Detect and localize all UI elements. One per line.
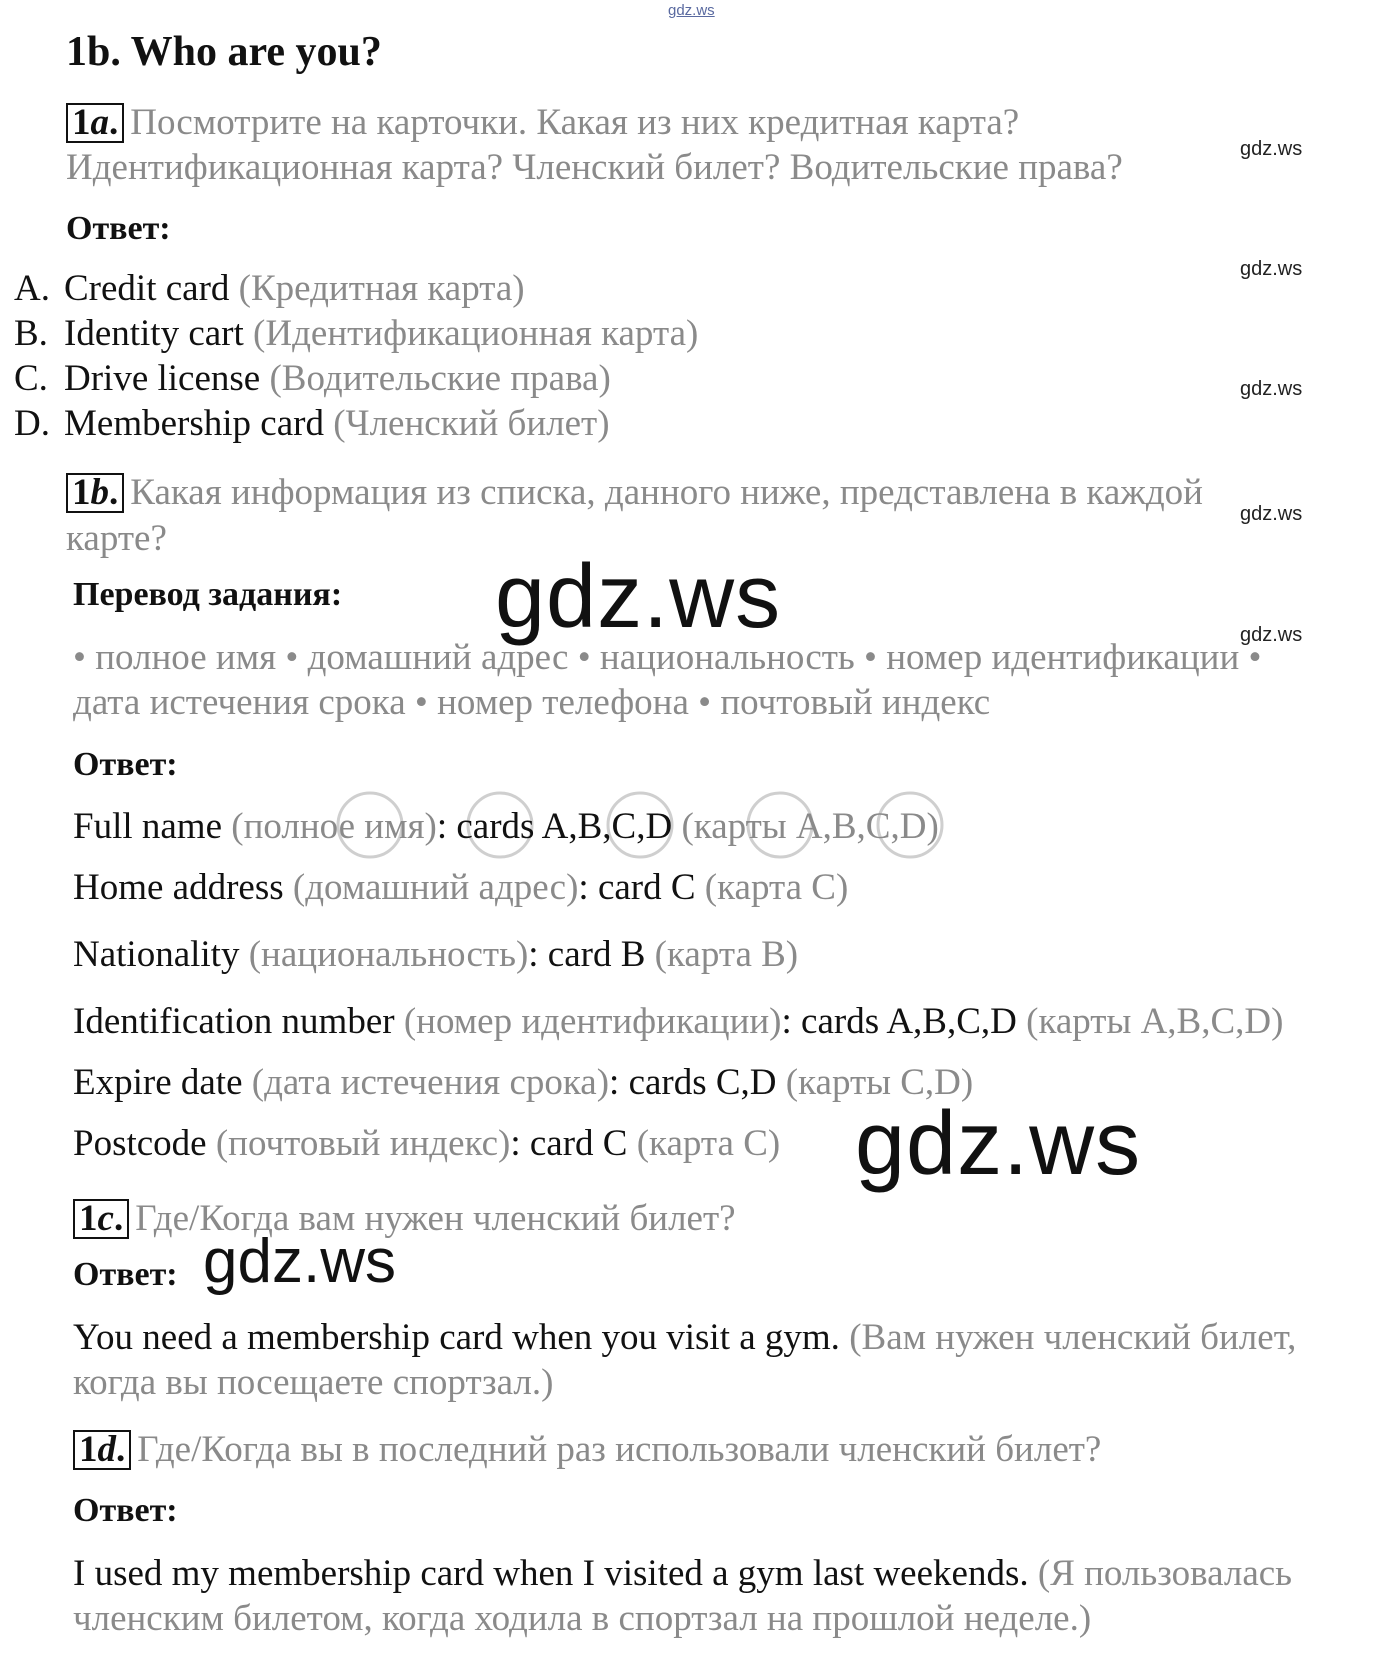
item-letter: B. (14, 313, 48, 354)
task-1b-row: Identification number (номер идентификации): cards A,B,C,D (карты A,B,C,D) (73, 1001, 1284, 1042)
task-1d-answer-line1 (73, 1551, 1292, 1597)
task-1b-translation-line1: • полное имя • домашний адрес • национальность • номер идентификации • (73, 637, 1262, 678)
task-1c-answer-label: Ответ: (73, 1256, 178, 1293)
task-1b-text1: Какая информация из списка, данного ниже, представлена в каждой (130, 472, 1203, 513)
item-letter: D. (14, 403, 50, 444)
item-en: Drive license (64, 358, 261, 399)
row-cards-ru: (карты C,D) (785, 1062, 974, 1103)
row-cards-ru: (карта B) (654, 934, 799, 975)
row-cards: cards A,B,C,D (801, 1001, 1017, 1042)
task-1b-badge: 1b. (66, 473, 124, 513)
answer-ru: (Я пользовалась (1037, 1553, 1293, 1594)
row-cards-ru: (карты A,B,C,D) (1026, 1001, 1284, 1042)
task-1b-row: Nationality (национальность): card B (карта B) (73, 934, 799, 975)
watermark-small: gdz.ws (1240, 624, 1303, 646)
row-en: Full name (73, 806, 223, 847)
row-ru: (почтовый индекс) (215, 1123, 511, 1164)
task-1a-item-d (14, 401, 610, 447)
row-ru: (дата истечения срока) (251, 1062, 610, 1103)
task-1a-text2: Идентификационная карта? Членский билет? Водительские права? (66, 147, 1123, 188)
task-1a-line1 (66, 100, 1019, 145)
answer-ru: (Вам нужен членский билет, (849, 1317, 1297, 1358)
task-1b-row: Full name (полное имя): cards A,B,C,D (карты A,B,C,D) (73, 806, 939, 847)
watermark-top[interactable]: gdz.ws (668, 2, 715, 19)
page-title: 1b. Who are you? (66, 29, 382, 75)
row-en: Home address (73, 867, 284, 908)
task-1b-line1 (66, 470, 1203, 515)
row-cards-ru: (карты A,B,C,D) (681, 806, 939, 847)
row-ru: (полное имя) (231, 806, 437, 847)
watermark-small: gdz.ws (1240, 258, 1303, 280)
row-en: Postcode (73, 1123, 207, 1164)
task-1c-answer-line2: когда вы посещаете спортзал.) (73, 1362, 554, 1403)
task-1a-item-c (14, 356, 611, 402)
row-ru: (национальность) (248, 934, 529, 975)
task-1a-answer-label: Ответ: (66, 210, 171, 247)
task-1d-badge: 1d. (73, 1430, 131, 1470)
row-cards-ru: (карта C) (704, 867, 849, 908)
row-cards-ru: (карта C) (636, 1123, 781, 1164)
task-1b-row: Postcode (почтовый индекс): card C (карта C) (73, 1123, 781, 1164)
watermark-small: gdz.ws (1240, 503, 1303, 525)
item-ru: (Идентификационная карта) (253, 313, 699, 354)
task-1a-text1: Посмотрите на карточки. Какая из них кредитная карта? (130, 102, 1020, 143)
item-letter: C. (14, 358, 48, 399)
watermark-mid: gdz.ws (203, 1227, 396, 1296)
row-cards: cards C,D (628, 1062, 777, 1103)
watermark-small: gdz.ws (1240, 138, 1303, 160)
row-en: Nationality (73, 934, 240, 975)
row-ru: (номер идентификации) (403, 1001, 782, 1042)
task-1c-badge: 1c. (73, 1199, 129, 1239)
task-1a-item-b (14, 311, 698, 357)
task-1c-line1 (73, 1196, 736, 1241)
item-en: Credit card (64, 268, 230, 309)
item-en: Membership card (64, 403, 324, 444)
task-1a-item-a (14, 266, 525, 312)
row-cards: card C (529, 1123, 628, 1164)
item-ru: (Водительские права) (269, 358, 611, 399)
task-1d-line1 (73, 1427, 1101, 1472)
row-cards: cards A,B,C,D (456, 806, 673, 847)
task-1a-badge: 1a. (66, 103, 124, 143)
item-en: Identity cart (64, 313, 244, 354)
row-ru: (домашний адрес) (292, 867, 579, 908)
task-1b-translation-line2: дата истечения срока • номер телефона • почтовый индекс (73, 682, 991, 723)
task-1c-answer-line1 (73, 1315, 1296, 1361)
item-letter: A. (14, 268, 50, 309)
task-1d-answer-label: Ответ: (73, 1492, 178, 1529)
answer-en: I used my membership card when I visited a gym last weekends. (73, 1553, 1029, 1594)
row-en: Identification number (73, 1001, 395, 1042)
task-1b-row: Expire date (дата истечения срока): cards C,D (карты C,D) (73, 1062, 974, 1103)
watermark-big: gdz.ws (855, 1094, 1142, 1194)
watermark-small: gdz.ws (1240, 378, 1303, 400)
item-ru: (Членский билет) (333, 403, 610, 444)
task-1b-row: Home address (домашний адрес): card C (карта C) (73, 867, 849, 908)
answer-en: You need a membership card when you visit a gym. (73, 1317, 840, 1358)
row-en: Expire date (73, 1062, 243, 1103)
task-1d-answer-line2: членским билетом, когда ходила в спортзал на прошлой неделе.) (73, 1598, 1092, 1639)
row-cards: card B (547, 934, 646, 975)
task-1d-text1: Где/Когда вы в последний раз использовали членский билет? (137, 1429, 1102, 1470)
watermark-big: gdz.ws (495, 547, 782, 647)
task-1b-text2: карте? (66, 518, 167, 559)
row-cards: card C (597, 867, 696, 908)
task-1b-translation-label: Перевод задания: (73, 576, 343, 613)
item-ru: (Кредитная карта) (238, 268, 525, 309)
task-1b-answer-label: Ответ: (73, 746, 178, 783)
task-1c-text1: Где/Когда вам нужен членский билет? (135, 1198, 736, 1239)
